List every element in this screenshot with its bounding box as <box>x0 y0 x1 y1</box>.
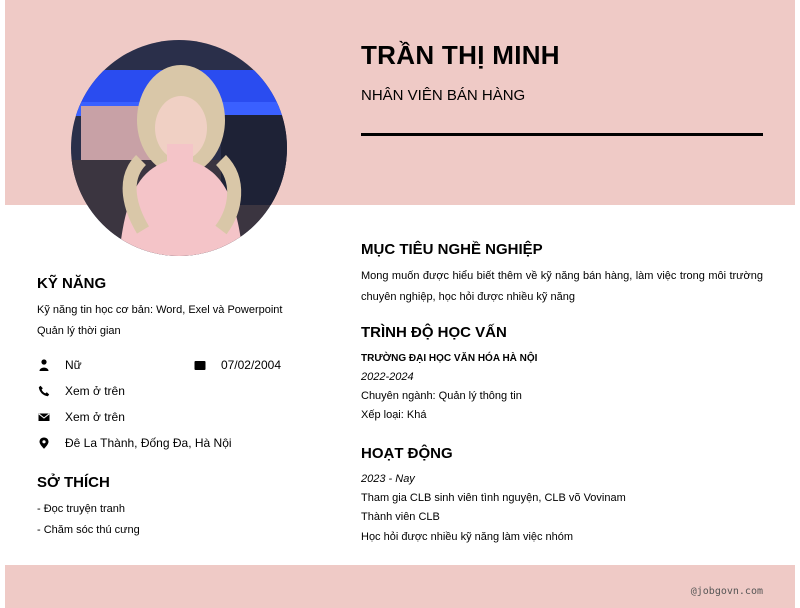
dob-value: 07/02/2004 <box>220 358 281 372</box>
profile-photo <box>71 40 287 256</box>
skill-item: Kỹ năng tin học cơ bản: Word, Exel và Powerpoint <box>37 304 283 316</box>
email-value: Xem ở trên <box>65 410 125 424</box>
person-icon <box>37 358 51 372</box>
activity-item: Học hỏi được nhiều kỹ năng làm việc nhóm <box>361 531 574 543</box>
calendar-icon <box>193 358 207 372</box>
objective-text: Mong muốn được hiểu biết thêm về kỹ năng bán hàng, làm việc trong môi trường chuyên nghiệp, học hỏi được nhiều kỹ năng <box>361 270 763 303</box>
hobby-item: - Chăm sóc thú cưng <box>37 524 140 536</box>
education-rank: Xếp loại: Khá <box>361 409 427 421</box>
address-value: Đê La Thành, Đống Đa, Hà Nội <box>65 436 232 450</box>
location-pin-icon <box>37 436 51 450</box>
skills-title: KỸ NĂNG <box>37 275 107 292</box>
left-column <box>37 275 327 541</box>
watermark: @jobgovn.com <box>690 586 763 597</box>
candidate-name: TRẦN THỊ MINH <box>361 40 560 70</box>
activities-period: 2023 - Nay <box>361 473 415 485</box>
contact-row-phone <box>37 378 327 404</box>
education-major: Chuyên ngành: Quản lý thông tin <box>361 390 522 402</box>
contact-row-address <box>37 430 327 456</box>
education-title: TRÌNH ĐỘ HỌC VẤN <box>361 324 507 341</box>
right-column <box>361 241 763 548</box>
phone-value: Xem ở trên <box>65 384 125 398</box>
objective-title: MỤC TIÊU NGHỀ NGHIỆP <box>361 241 543 258</box>
phone-icon <box>37 384 51 398</box>
gender-value: Nữ <box>65 358 82 372</box>
contact-row-email <box>37 404 327 430</box>
contact-row-gender <box>37 352 327 378</box>
activity-item: Thành viên CLB <box>361 511 440 523</box>
cv-page <box>5 0 795 608</box>
activities-title: HOẠT ĐỘNG <box>361 445 453 462</box>
activity-item: Tham gia CLB sinh viên tình nguyện, CLB võ Vovinam <box>361 492 626 504</box>
header-divider <box>361 133 763 136</box>
job-title: NHÂN VIÊN BÁN HÀNG <box>361 87 526 104</box>
contact-list <box>37 352 327 456</box>
hobbies-title: SỞ THÍCH <box>37 474 110 491</box>
school-name: TRƯỜNG ĐẠI HỌC VĂN HÓA HÀ NỘI <box>361 353 538 364</box>
mail-icon <box>37 410 51 424</box>
dob-group <box>193 358 281 372</box>
hobby-item: - Đọc truyện tranh <box>37 503 126 515</box>
education-period: 2022-2024 <box>361 371 414 383</box>
footer-band <box>5 565 795 608</box>
skill-item: Quản lý thời gian <box>37 325 121 337</box>
